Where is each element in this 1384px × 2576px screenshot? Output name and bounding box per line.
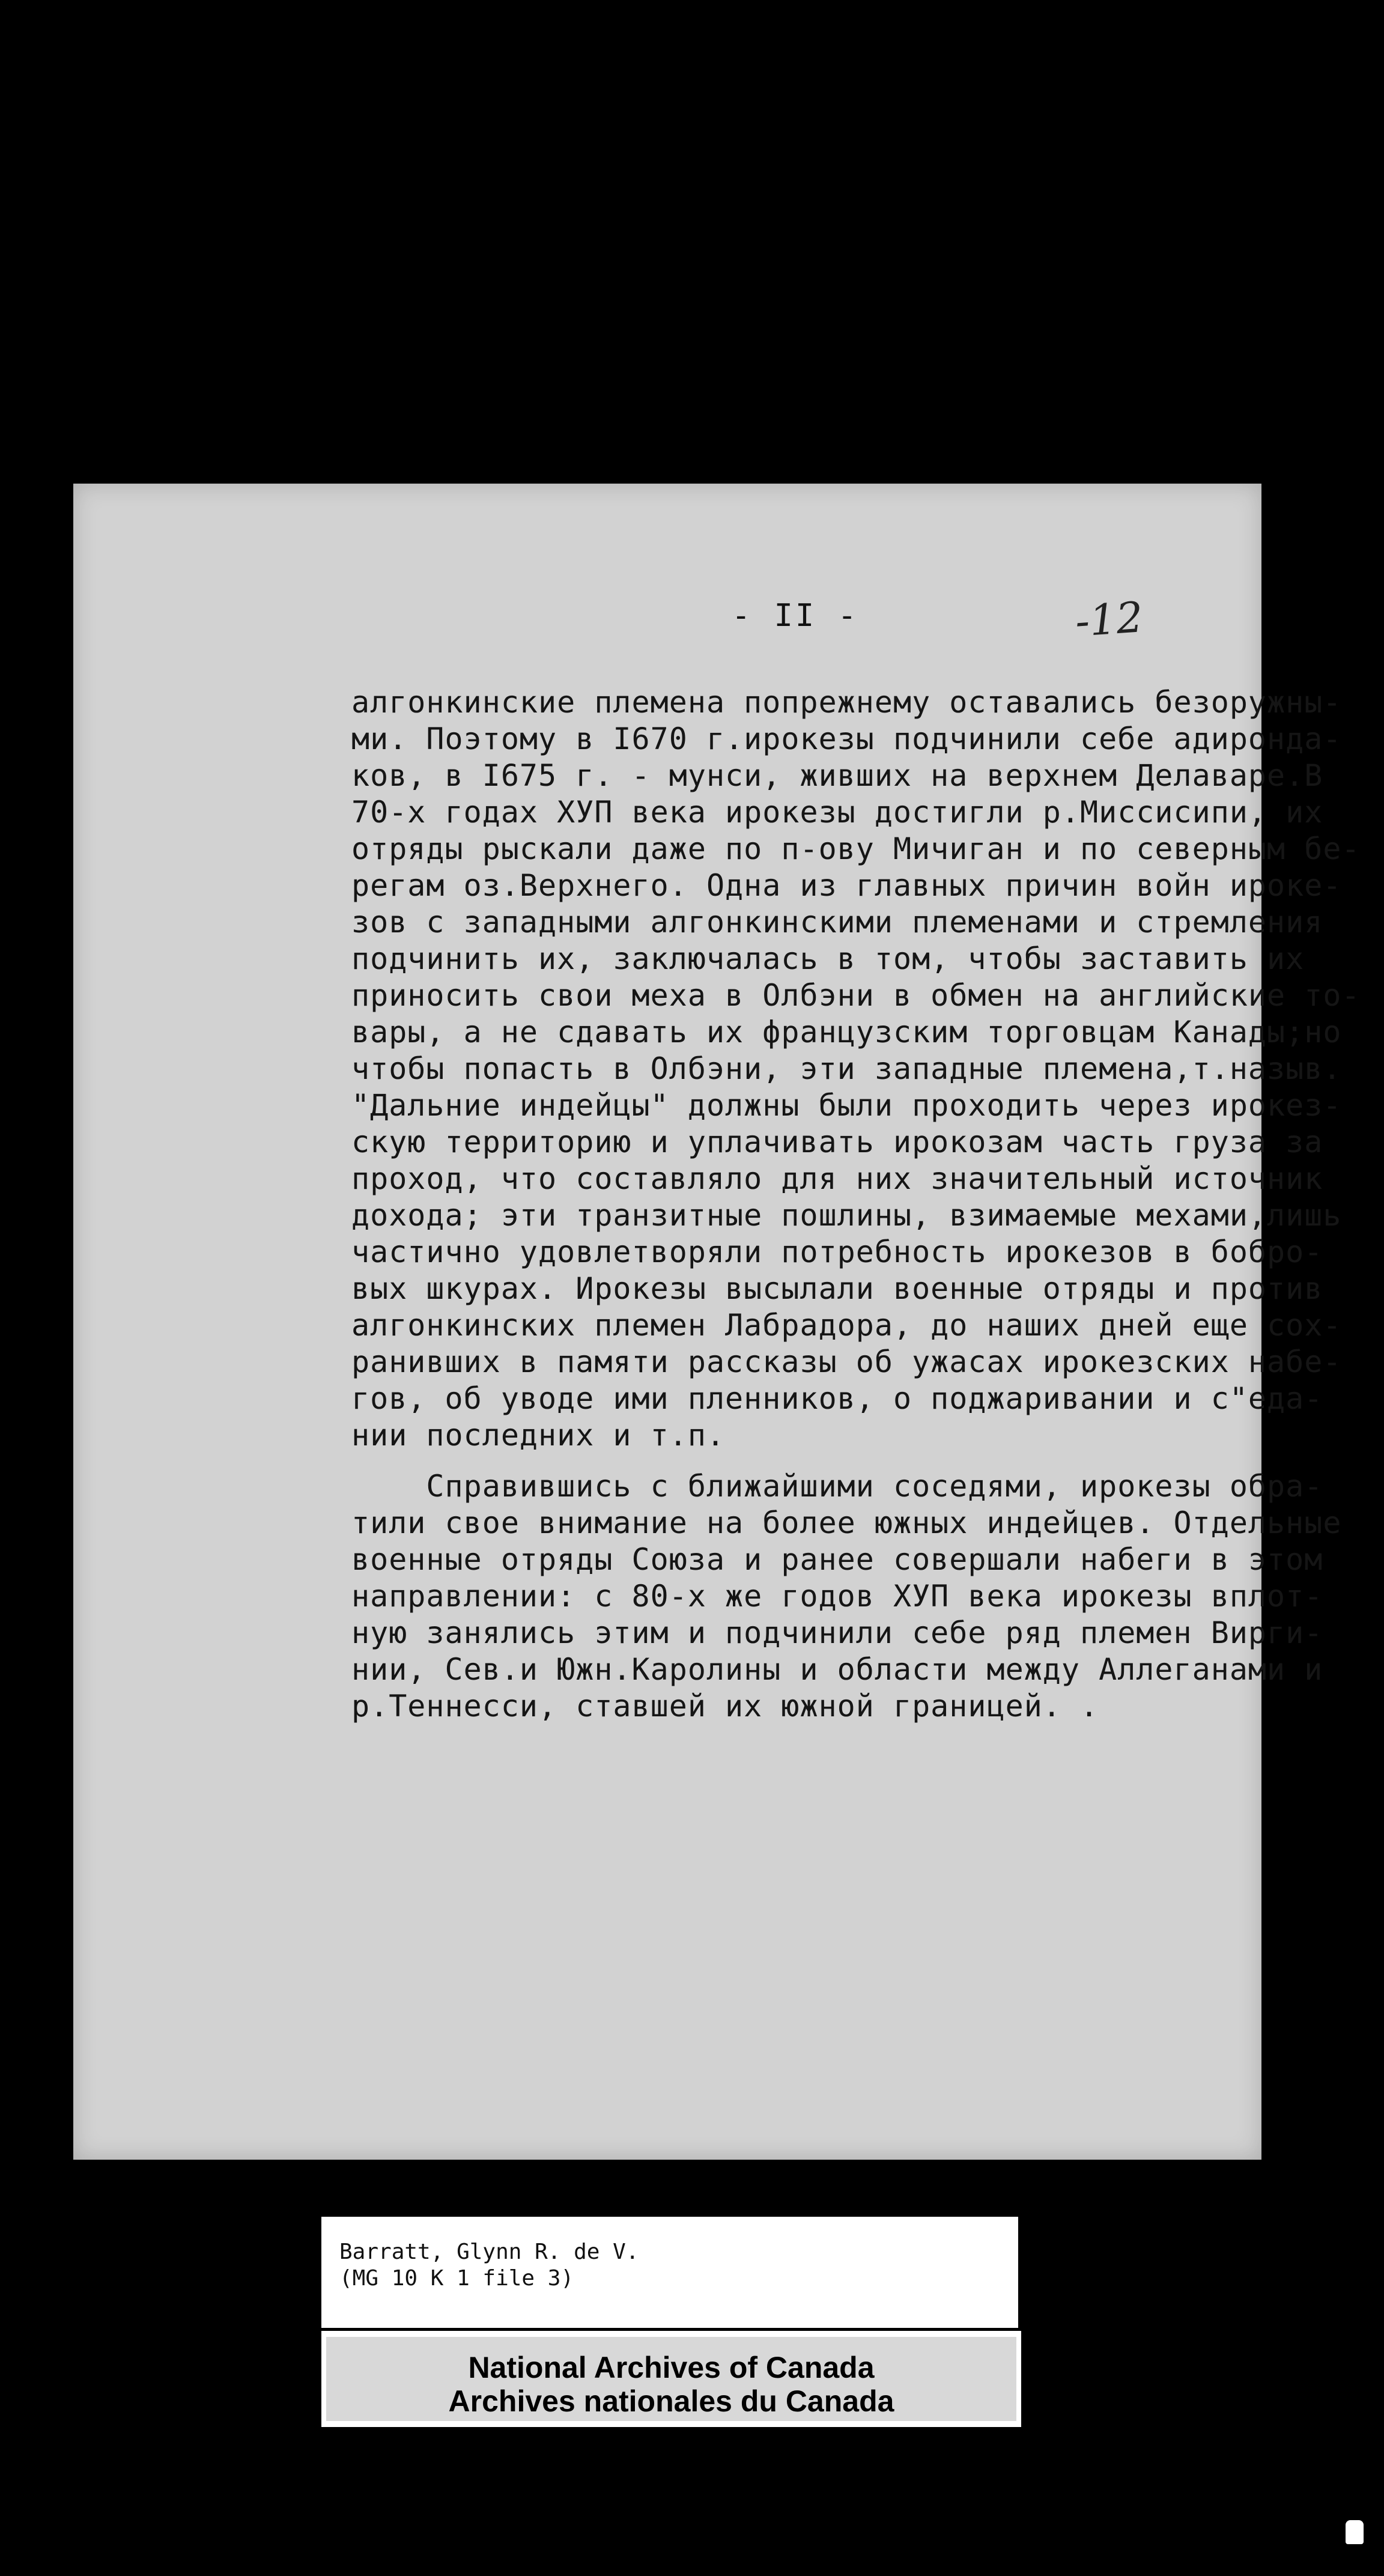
text-line: нии, Сев.и Южн.Каролины и области между Аллеганами и (351, 1652, 1323, 1687)
catalog-author: Barratt, Glynn R. de V. (339, 2240, 639, 2264)
text-line: ную занялись этим и подчинили себе ряд племен Вирги- (351, 1615, 1323, 1650)
text-line: тили свое внимание на более южных индейцев. Отдельные (351, 1505, 1342, 1540)
text-line: зов с западными алгонкинскими племенами и стремления (351, 905, 1323, 940)
text-line: вых шкурах. Ирокезы высылали военные отряды и против (351, 1271, 1323, 1306)
archive-page-number: -12 (1073, 592, 1145, 646)
text-line: "Дальние индейцы" должны были проходить через ирокез- (351, 1088, 1342, 1123)
text-line: подчинить их, заключалась в том, чтобы заставить их (351, 941, 1305, 976)
text-line: дохода; эти транзитные пошлины, взимаемые мехами,лишь (351, 1198, 1342, 1233)
text-line: регам оз.Верхнего. Одна из главных причин войн ироке- (351, 868, 1342, 903)
archives-label-inner (326, 2337, 1016, 2421)
text-line: Справившись с ближайшими соседями, ирокезы обра- (351, 1469, 1323, 1504)
text-line: ранивших в памяти рассказы об ужасах ирокезских набе- (351, 1344, 1342, 1379)
text-line: чтобы попасть в Олбэни, эти западные племена,т.назыв. (351, 1051, 1342, 1086)
text-line: приносить свои меха в Олбэни в обмен на английские то- (351, 978, 1361, 1013)
text-line: военные отряды Союза и ранее совершали набеги в этом (351, 1542, 1323, 1577)
text-line: ков, в I675 г. - мунси, живших на верхнем Делаваре.В (351, 758, 1323, 793)
text-line: ми. Поэтому в I670 г.ирокезы подчинили себе адиронда- (351, 721, 1342, 756)
text-line: вары, а не сдавать их французским торговцам Канады;но (351, 1015, 1342, 1050)
page-number: - II - (732, 598, 859, 634)
text-line: 70-х годах ХУП века ирокезы достигли р.Миссисипи, их (351, 795, 1323, 830)
text-line: алгонкинских племен Лабрадора, до наших дней еще сох- (351, 1308, 1342, 1343)
text-line: проход, что составляло для них значительный источник (351, 1161, 1323, 1196)
catalog-reference: (MG 10 K 1 file 3) (339, 2266, 574, 2291)
text-line: р.Теннесси, ставшей их южной границей. . (351, 1689, 1099, 1724)
text-line: гов, об уводе ими пленников, о поджаривании и с"еда- (351, 1381, 1323, 1416)
archives-label (321, 2331, 1021, 2427)
text-line: алгонкинские племена попрежнему оставались безоружны- (351, 685, 1342, 720)
text-line: скую территорию и уплачивать ирокозам часть груза за (351, 1125, 1323, 1159)
archives-name-french: Archives nationales du Canada (448, 2384, 894, 2418)
film-corner-mark (1346, 2520, 1364, 2544)
catalog-label (321, 2217, 1018, 2328)
text-line: нии последних и т.п. (351, 1418, 726, 1453)
text-line: отряды рыскали даже по п-ову Мичиган и по северным бе- (351, 831, 1361, 866)
archives-name-english: National Archives of Canada (468, 2351, 875, 2384)
text-line: частично удовлетворяли потребность ирокезов в бобро- (351, 1235, 1323, 1269)
text-line: направлении: с 80-х же годов ХУП века ирокезы вплот- (351, 1579, 1323, 1614)
